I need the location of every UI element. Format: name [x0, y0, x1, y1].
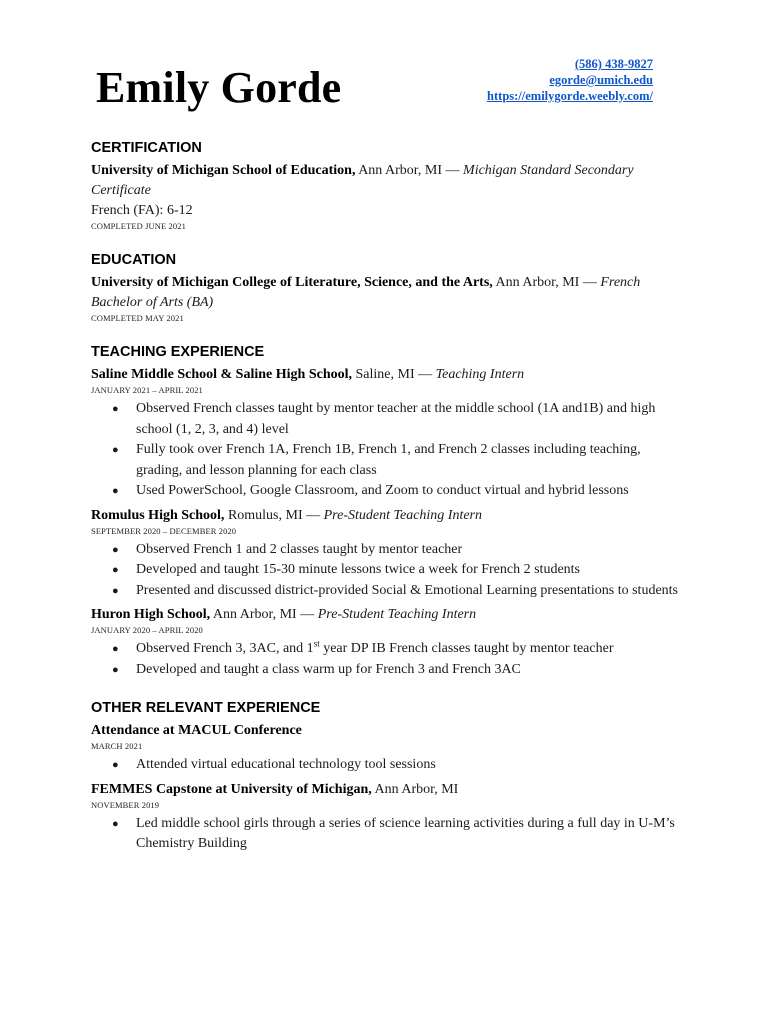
entry-date: JANUARY 2020 – APRIL 2020	[91, 625, 203, 635]
resume-body	[91, 140, 681, 875]
certification-section	[91, 140, 681, 232]
email-link[interactable]: egorde@umich.edu	[549, 73, 653, 87]
list-item: ● Used PowerSchool, Google Classroom, and Zoom to conduct virtual and hybrid lessons	[91, 481, 681, 502]
bullet-icon: ●	[112, 663, 119, 676]
bullet-icon: ●	[112, 643, 119, 655]
experience-entry	[91, 721, 681, 776]
entry-date: JANUARY 2021 – APRIL 2021	[91, 385, 203, 395]
contact-block	[487, 56, 653, 104]
experience-entry	[91, 605, 681, 680]
bullet-icon: ●	[112, 444, 119, 456]
section-title: EDUCATION	[91, 252, 177, 268]
bullet-icon: ●	[112, 543, 119, 556]
education-section	[91, 252, 681, 324]
entry-heading: University of Michigan School of Education, Ann Arbor, MI — Michigan Standard Secondary Certificate	[91, 163, 634, 198]
list-item: ● Developed and taught 15-30 minute lessons twice a week for French 2 students	[91, 560, 681, 581]
section-title: OTHER RELEVANT EXPERIENCE	[91, 700, 321, 716]
experience-entry	[91, 780, 681, 855]
website-link[interactable]: https://emilygorde.weebly.com/	[487, 89, 653, 103]
list-item: ● Led middle school girls through a series of science learning activities during a full day in U-M’s Chemistry Building	[112, 815, 675, 851]
experience-entry	[91, 506, 681, 602]
entry-heading: FEMMES Capstone at University of Michigan, Ann Arbor, MI	[91, 781, 459, 797]
entry-heading: Huron High School, Ann Arbor, MI — Pre-Student Teaching Intern	[91, 607, 477, 622]
entry-heading: Saline Middle School & Saline High School, Saline, MI — Teaching Intern	[91, 367, 525, 382]
entry-heading: Attendance at MACUL Conference	[91, 723, 302, 738]
entry-heading: University of Michigan College of Literature, Science, and the Arts, Ann Arbor, MI — French Bachelor of Arts (BA)	[91, 275, 641, 310]
list-item: ● Observed French 3, 3AC, and 1st year DP IB French classes taught by mentor teacher	[91, 639, 681, 660]
certification-detail: French (FA): 6-12	[91, 203, 193, 218]
list-item: ● Fully took over French 1A, French 1B, French 1, and French 2 classes including teaching, grading, and lesson planning for each class	[112, 442, 641, 478]
other-experience-section	[91, 700, 681, 855]
teaching-section	[91, 344, 681, 680]
entry-date: COMPLETED MAY 2021	[91, 313, 184, 323]
entry-date: COMPLETED JUNE 2021	[91, 221, 186, 231]
list-item: ● Attended virtual educational technology tool sessions	[91, 755, 681, 776]
phone-link[interactable]: (586) 438-9827	[574, 57, 653, 71]
experience-entry	[91, 365, 681, 502]
entry-date: MARCH 2021	[91, 741, 143, 751]
bullet-icon: ●	[112, 403, 119, 415]
section-title: TEACHING EXPERIENCE	[91, 344, 265, 360]
entry-heading: Romulus High School, Romulus, MI — Pre-Student Teaching Intern	[91, 507, 483, 523]
entry-date: NOVEMBER 2019	[91, 799, 160, 810]
entry-date: SEPTEMBER 2020 – DECEMBER 2020	[91, 525, 237, 536]
bullet-icon: ●	[112, 817, 119, 830]
bullet-icon: ●	[112, 564, 119, 576]
list-item: ● Presented and discussed district-provided Social & Emotional Learning presentations to students	[91, 581, 681, 602]
list-item: ● Observed French classes taught by mentor teacher at the middle school (1A and1B) and high school (1, 2, 3, and 4) level	[112, 401, 656, 437]
list-item: ● Observed French 1 and 2 classes taught by mentor teacher	[91, 540, 681, 561]
bullet-icon: ●	[112, 584, 119, 597]
section-title: CERTIFICATION	[91, 140, 202, 156]
bullet-icon: ●	[112, 759, 119, 771]
resume-name: Emily Gorde	[96, 63, 342, 112]
bullet-icon: ●	[112, 485, 119, 497]
list-item: ● Developed and taught a class warm up for French 3 and French 3AC	[91, 660, 681, 681]
